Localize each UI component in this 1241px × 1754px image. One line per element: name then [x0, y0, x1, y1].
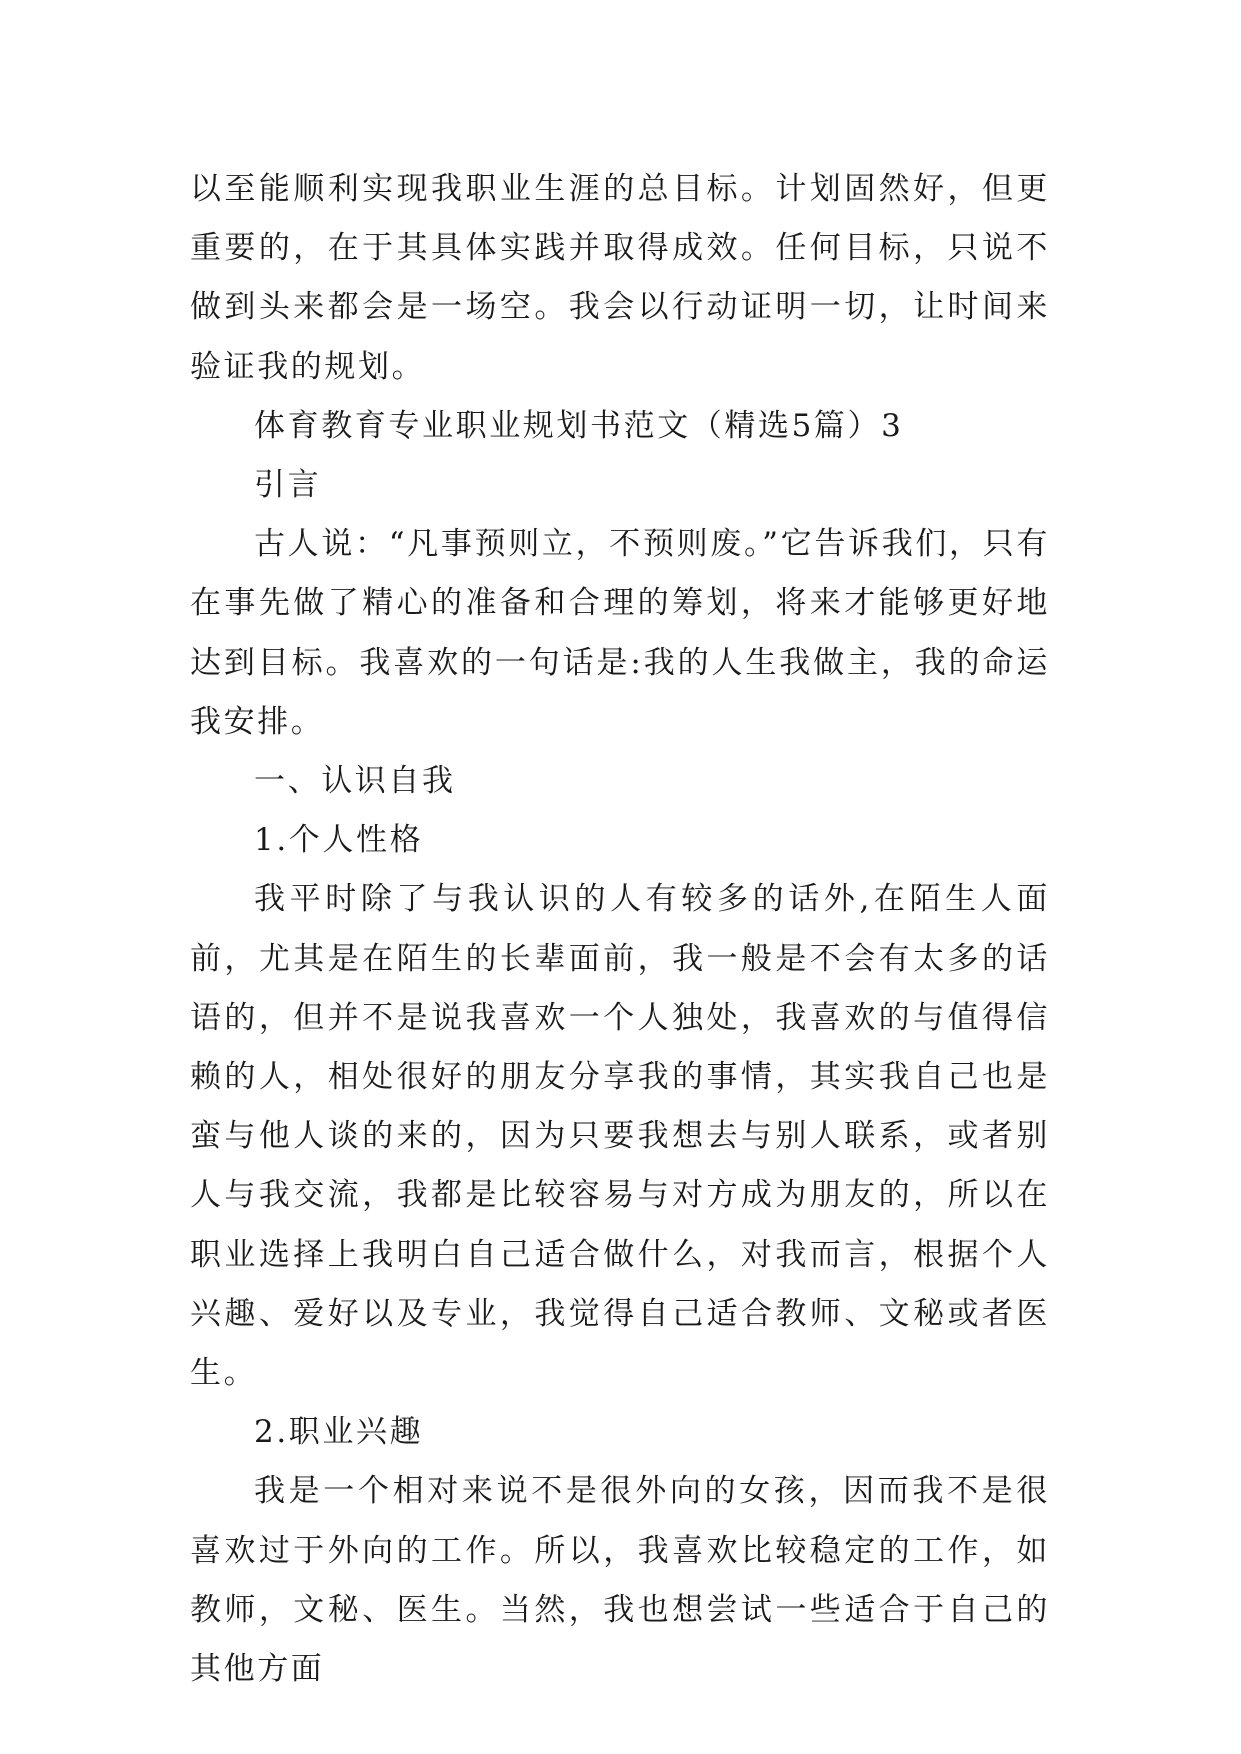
subsection-heading-personality: 1.个人性格 — [254, 822, 424, 859]
section-heading-self-knowledge: 一、认识自我 — [254, 763, 456, 800]
paragraph-personality: 我平时除了与我认识的人有较多的话外,在陌生人面前，尤其是在陌生的长辈面前，我一般是不会有太多的话语的，但并不是说我喜欢一个人独处，我喜欢的与值得信赖的人，相处很好的朋友分享我的事情，其实我自己也是蛮与他人谈的来的，因为只要我想去与别人联系，或者别人与我交流，我都是比较容易与对方成为朋友的，所以在职业选择上我明白自己适合做什么，对我而言，根据个人兴趣、爱好以及专业，我觉得自己适合教师、文秘或者医生。 — [190, 881, 1050, 1392]
article-title: 体育教育专业职业规划书范文（精选5篇）3 — [254, 407, 904, 444]
paragraph-career-interest: 我是一个相对来说不是很外向的女孩，因而我不是很喜欢过于外向的工作。所以，我喜欢比较稳定的工作，如教师，文秘、医生。当然，我也想尝试一些适合于自己的其他方面 — [190, 1473, 1050, 1688]
subsection-heading-career-interest: 2.职业兴趣 — [254, 1414, 424, 1451]
paragraph-introduction: 古人说：“凡事预则立，不预则废。”它告诉我们，只有在事先做了精心的准备和合理的筹划，将来才能够更好地达到目标。我喜欢的一句话是:我的人生我做主，我的命运我安排。 — [190, 526, 1050, 740]
document-body — [190, 160, 1050, 1699]
section-heading-introduction: 引言 — [254, 467, 322, 504]
paragraph-continuation: 以至能顺利实现我职业生涯的总目标。计划固然好，但更重要的，在于其具体实践并取得成效。任何目标，只说不做到头来都会是一场空。我会以行动证明一切，让时间来验证我的规划。 — [190, 171, 1050, 385]
